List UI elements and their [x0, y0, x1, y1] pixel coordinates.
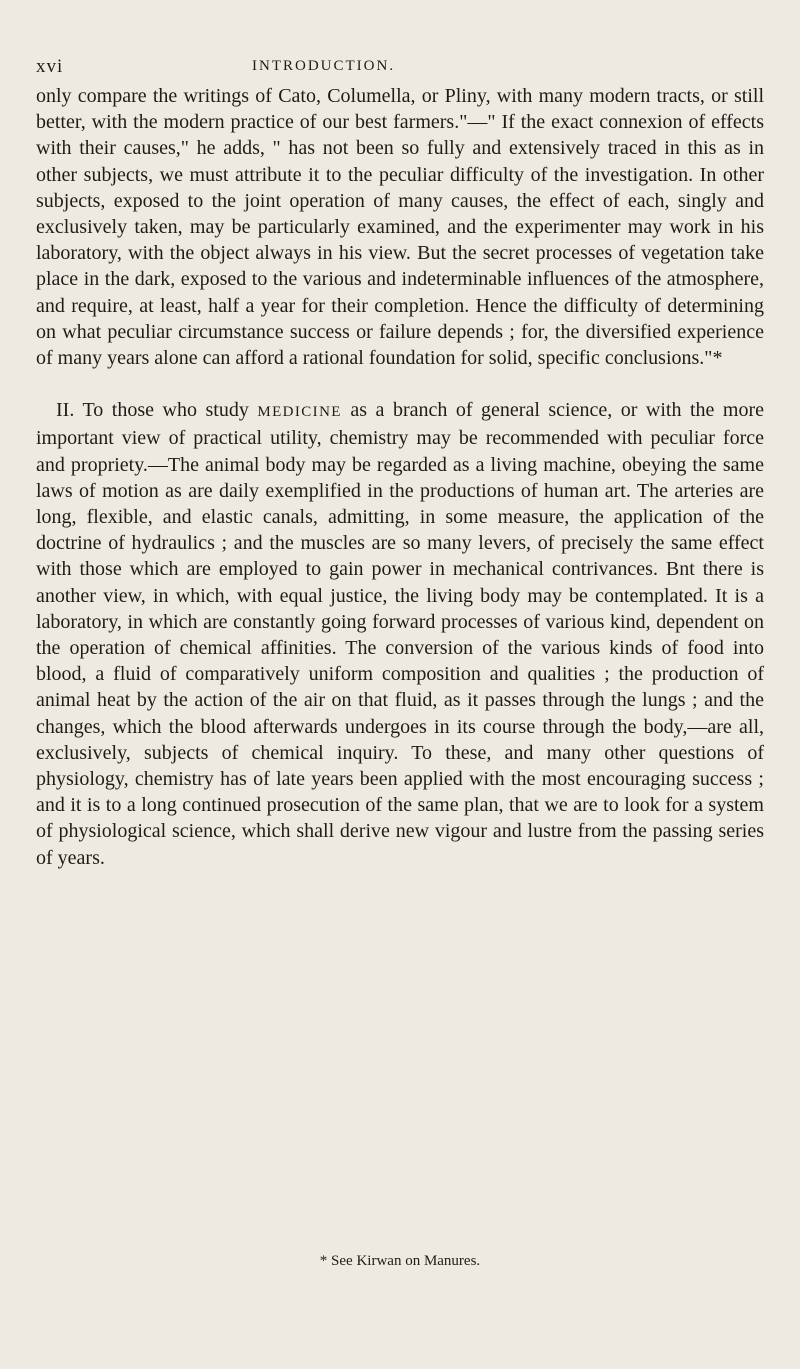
paragraph-1: only compare the writings of Cato, Columella, or Pliny, with many modern tracts, or still better, with the modern practice of our best farmers."—" If the exact connexion of effects with their causes," he adds, " has not been so fully and extensively traced in this as in other subjects, we must attribute it to the peculiar difficulty of the investigation. In other subjects, exposed to the joint operation of many causes, the effect of each, singly and exclusively taken, may be particularly examined, and the experimenter may work in his laboratory, with the object always in his view. But the secret processes of vegetation take place in the dark, exposed to the various and indeterminable influences of the atmosphere, and require, at least, half a year for their completion. Hence the difficulty of determining on what peculiar circumstance success or failure depends ; for, the diversified experience of many years alone can afford a rational foundation for solid, specific conclusions."* — [36, 85, 764, 370]
body-text — [36, 83, 764, 871]
footnote: * See Kirwan on Manures. — [319, 1253, 481, 1269]
paragraph-2-body: as a branch of general science, or with the more important view of practical utility, chemistry may be recommended with peculiar force and propriety.—The animal body may be regarded as a living machine, obeying the same laws of motion as are daily exemplified in the productions of human art. The arteries are long, flexible, and elastic canals, admitting, in some measure, the application of the doctrine of hydraulics ; and the muscles are so many levers, of precisely the same effect with those which are employed to gain power in mechanical contrivances. Bnt there is another view, in which, with equal justice, the living body may be contemplated. It is a laboratory, in which are constantly going forward processes of various kind, dependent on the operation of chemical affinities. The conversion of the various kinds of food into blood, a fluid of comparatively uniform composition and qualities ; the production of animal heat by the action of the air on that fluid, as it passes through the lungs ; and the changes, which the blood afterwards undergoes in its course through the body,—are all, exclusively, subjects of chemical inquiry. To these, and many other questions of physiology, chemistry has of late years been applied with the most encouraging success ; and it is to a long continued prosecution of the same plan, that we are to look for a system of physiological science, which shall derive new vigour and lustre from the passing series of years. — [36, 399, 765, 869]
medicine-keyword: MEDICINE — [257, 404, 342, 421]
page-number: xvi — [36, 56, 64, 77]
paragraph-2-lead: II. To those who study — [56, 399, 249, 422]
paragraph-2 — [36, 397, 764, 871]
running-title: INTRODUCTION. — [252, 58, 396, 74]
running-head — [36, 56, 764, 82]
